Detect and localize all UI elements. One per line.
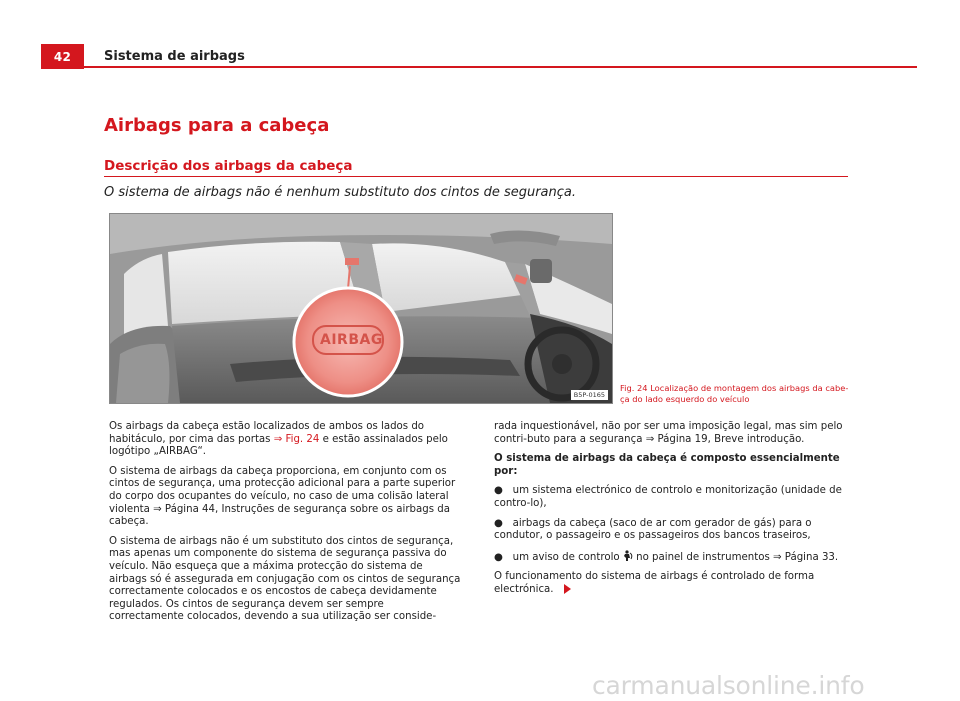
left-column: [109, 421, 461, 631]
subtitle-rule: [104, 176, 848, 177]
bullet: ●: [494, 485, 503, 497]
paragraph-location: [109, 421, 461, 459]
bullet: ●: [494, 551, 503, 563]
image-code: B5P-0165: [571, 390, 608, 400]
list-heading: O sistema de airbags da cabeça é composto essencialmente por:: [494, 453, 840, 477]
closing-text: O funcionamento do sistema de airbags é controlado de forma electrónica.: [494, 571, 815, 595]
header-rule: [41, 66, 917, 68]
caption-line-2: ça do lado esquerdo do veículo: [620, 393, 750, 404]
right-column: [494, 421, 846, 604]
continue-arrow-icon: [564, 584, 571, 594]
car-interior-illustration: [110, 214, 612, 403]
list-item-text: um aviso de controlo: [512, 551, 623, 563]
section-title: Airbags para a cabeça: [104, 115, 330, 136]
watermark: carmanualsonline.info: [592, 671, 865, 700]
list-item: [494, 550, 846, 565]
paragraph-not-substitute: O sistema de airbags não é um substituto dos cintos de segurança, mas apenas um componente do sistema de segurança passiva do veículo. Não esqueça que a máxima protecção do sistema de airbags só é assegurada em conjugação com os cintos de segurança correctamente colocados e os encostos de cabeça devidamente regulados. Os cintos de segurança devem ser sempre correctamente colocados, devendo a sua utilização ser conside-: [109, 535, 461, 623]
list-item: [494, 485, 846, 510]
section-subtitle: Descrição dos airbags da cabeça: [104, 158, 353, 174]
figure-link[interactable]: ⇒ Fig. 24: [273, 433, 320, 445]
list-item-text: um sistema electrónico de controlo e monitorização (unidade de contro-lo),: [494, 485, 842, 509]
paragraph-closing: [494, 571, 846, 596]
running-title: Sistema de airbags: [104, 49, 245, 64]
caption-line-1: Fig. 24 Localização de montagem dos airbags da cabe-: [620, 383, 849, 393]
list-item-text: airbags da cabeça (saco de ar com gerador de gás) para o condutor, o passageiro e os passageiros dos bancos traseiros,: [494, 517, 812, 542]
list-item-text: no painel de instrumentos ⇒ Página 33.: [632, 551, 839, 563]
page-number: 42: [41, 44, 84, 69]
paragraph-protection: O sistema de airbags da cabeça proporciona, em conjunto com os cintos de segurança, uma protecção adicional para a parte superior do corpo dos ocupantes do veículo, no caso de uma colisão lateral violenta ⇒ Página 44, Instruções de segurança sobre os airbags da cabeça.: [109, 465, 456, 528]
bullet: ●: [494, 517, 503, 529]
paragraph-continuation: rada inquestionável, não por ser uma imposição legal, mas sim pelo contri-buto para a segurança ⇒ Página 19, Breve introdução.: [494, 421, 843, 445]
airbag-warning-icon: [623, 550, 633, 561]
paragraph-text: Os airbags da cabeça estão localizados de ambos os lados do habitáculo, por cima das portas: [109, 421, 425, 445]
lead-sentence: O sistema de airbags não é nenhum substituto dos cintos de segurança.: [104, 185, 577, 200]
figure-caption: [620, 383, 860, 404]
list-item: [494, 518, 846, 543]
figure-24-airbag-location: [109, 213, 613, 404]
paragraph-text: e estão assinalados pelo logótipo „AIRBAG“.: [109, 433, 448, 458]
airbag-logo: AIRBAG: [320, 332, 383, 348]
